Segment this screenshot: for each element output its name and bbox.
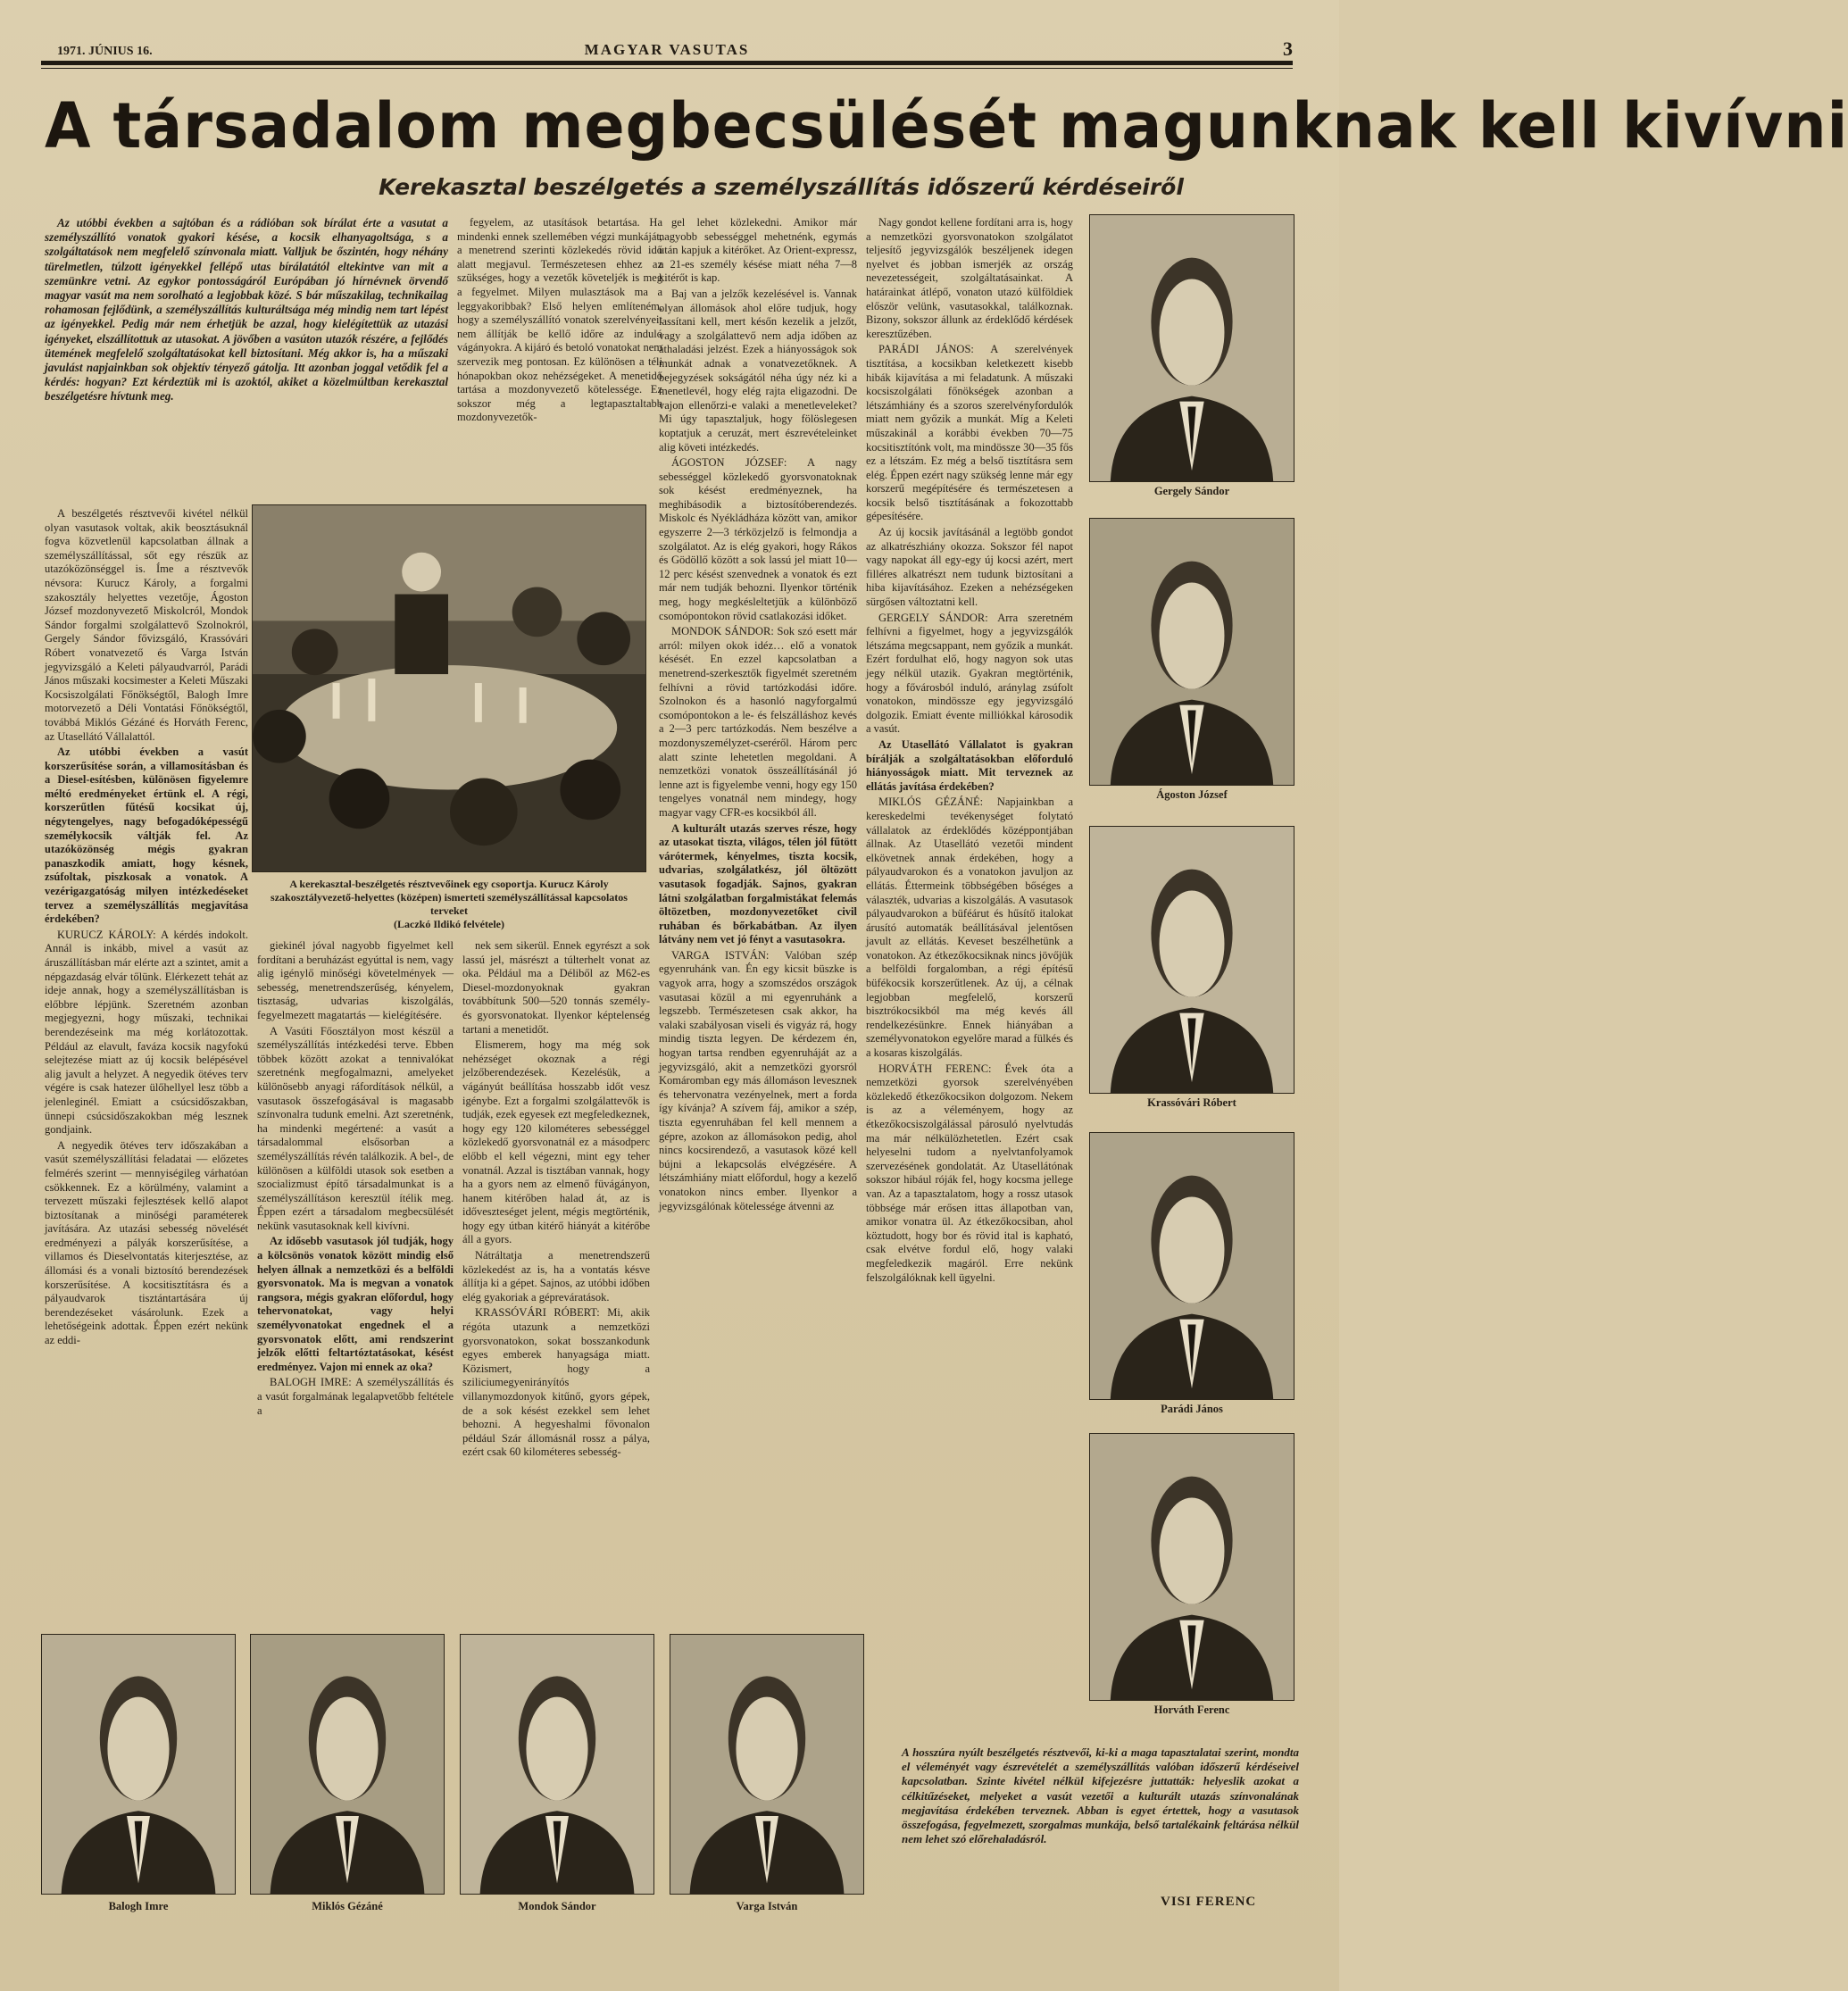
question: Az utóbbi években a vasút korszerűsítése során, a villamosításban és a Diesel-esítésben, különösen figyelemre méltó eredményeket értünk el. A régi, korszerűtlen fűtésű kocsikat új, négytengelyes, nagy befogadóképességű személykocsik váltják fel. Az utazóközönség mégis gyakran panaszkodik amiatt, hogy késnek, zsúfoltak, piszkosak a vonatok. A vezérigazgatóság milyen intézkedéseket tervez a személyszállítás megjavítása érdekében? [45, 746, 248, 926]
paragraph: ÁGOSTON JÓZSEF: A nagy sebességgel közlekedő gyorsvonatoknak sok késést eredményeznek, ha meghibásodik a biztosítóberendezés. Miskolc és Nyékládháza között van, amikor egyszerre 2—3 térközjelző is felmondja a szolgálatot. Az is elég gyakori, hogy Rákos és Gödöllő között a sok lassú jel miatt 10—12 perc késést szenvednek a vonatok és ezt már nem tudják behozni. Ilyenkor történik meg, hogy megkésleltetjük a különböző csomópontokon rövid csatlakozási időket. [659, 456, 857, 622]
page-number: 3 [1283, 37, 1293, 60]
portrait-name: Miklós Gézáné [312, 1900, 383, 1912]
paragraph: MIKLÓS GÉZÁNÉ: Napjainkban a kereskedelmi tevékenységet folytató vállalatok az érdeklődés középpontjában állnak. Az Utasellátó vezetői mindent elkövetnek annak érdekében, hogy a pályaudvarokon és a vonatokon javuljon az ellátás. Éttermeink többségében bőséges a választék, udvarias a kiszolgálás. A vasutasok pályaudvarokon a büféárut és hűsítő italokat árusító automaták beállításával jelentősen javult az ellátás. Keveset beszélhetünk a vonatokon. Az étkezőkocsiknak nincs jövőjük a belföldi forgalomban, a régi építésű büfékocsik korszerűtlenek. Az új, a célnak legjobban megfelelő, korszerű bisztrókocsikból ma még kevés áll rendelkezésünkre. Ennek hiányában a személyvonatokon egyelőre marad a fülkés és a kosaras kiszolgálás. [866, 796, 1073, 1060]
group-photo-caption: A kerekasztal-beszélgetés résztvevőinek egy csoportja. Kurucz Károly szakosztályvezető-helyettes (középen) ismerteti személyszállítással kapcsolatos terveket (Laczkó Ildikó felvétele) [252, 878, 646, 931]
closing-paragraph: A hosszúra nyúlt beszélgetés résztvevői, ki-ki a maga tapasztalatai szerint, mondta el véleményét vagy észrevételét a személyszállítás valóban időszerű kérdéseivel kapcsolatban. Szinte kivétel nélkül kifejezésre juttatták: helyeslik azokat a célkitűzéseket, melyeket a vasút vezetői a kulturált utazás színvonalának megjavítása érdekében terveznek. Abban is egyet értettek, hogy a vasutasok összefogása, fegyelmezett, szorgalmas munkája, belső tartalékaink feltárása nélkül nem lehet szó előrehaladásról. [902, 1745, 1299, 1846]
paragraph: VARGA ISTVÁN: Valóban szép egyenruhánk van. Én egy kicsit büszke is vagyok arra, hogy a szomszédos országok vasutasai közül a mi egyenruhánk a legszebb. Természetesen csak akkor, ha valaki szabályosan viseli és vigyáz rá, hogy mindig tiszta legyen. De kérdezem én, hogyan tartsa rendben egyenruháját az a jegyvizsgáló, akit a nemzetközi gyorsról Komáromban egy más állomáson levesznek és tehervonatra vezényelnek, mert a forda így kívánja? A szívem fáj, amikor a szép, tiszta egyenruhában fel kell mennem a gépre, azokon az állomásokon pedig, ahol nincs kocsirendező, a vasutasok közé kell bújni a lekapcsolás elvégzésére. A létszámhiány miatt előfordul, hogy a kezelő vonatokon nincs ember. Ilyenkor a jegyvizsgálónak kötelessége átvenni az [659, 948, 857, 1212]
portrait-name: Ágoston József [1156, 788, 1228, 801]
paragraph: MONDOK SÁNDOR: Sok szó esett már arról: milyen okok idéz… elő a vonatok késését. En ezzel kapcsolatban a menetrend-szerkesztők figyelmét szeretném felhívni a rövid tartózkodási időre. Szolnokon és a hasonló nagyforgalmú csomópontokon a le- és felszálláshoz kevés a 2—3 perc tartózkodás. Nem beszélve a mozdonyszemélyzet-cseréről. Három perc alatt szinte lehetetlen megoldani. A nemzetközi vonatok összeállításánál jó lenne azt is figyelembe venni, hogy egy 150 tengelyes vonatnál nem mindegy, hogy magyar vagy CFR-es kocsikból áll. [659, 625, 857, 819]
question: A kulturált utazás szerves része, hogy az utasokat tiszta, világos, télen jól fűtött várótermek, kényelmes, tiszta kocsik, udvarias, szolgálatkész, jól öltözött vasutasok fogadják. Sajnos, gyakran látni szolgálatban forgalmistákat felemás öltözetben, mozdonyvezetőket civil ruhában és bőrkabátban. Az ilyen látvány nem vet jó fényt a vasutasokra. [659, 821, 857, 946]
portrait-name: Horváth Ferenc [1153, 1704, 1230, 1716]
group-photo [252, 504, 646, 872]
portrait-name: Balogh Imre [108, 1900, 169, 1912]
portrait-image [1090, 1133, 1294, 1399]
paragraph: Baj van a jelzők kezelésével is. Vannak olyan állomások ahol előre tudjuk, hogy lassítani kell, mert későn kezelik a jelzőt, vagy a szolgálattevő nem adja időben az áthaladási jelzést. Ezek a hiányosságok sok munkát adnak a vonatvezetőknek. A bejegyzések sokságától néha úgy néz ki a menetlevél, hogy elég rajta eligazodni. De vajon ellenőrzi-e valaki a menetleveleket? Mi úgy tapasztaljuk, hogy fölöslegesen koptatjuk a ceruzát, mert észrevételeinket alig követi intézkedés. [659, 287, 857, 454]
paragraph: GERGELY SÁNDOR: Arra szeretném felhívni a figyelmet, hogy a jegyvizsgálók létszáma megcsappant, nem győzik a munkát. Ezért fordulhat elő, hogy nagyon sok utas jegy nélkül utazik. Gyakran megtörténik, hogy a fővárosból induló, aránylag zsúfolt vonatokon, mindössze egy jegyvizsgáló dolgozik. Emiatt évente milliókkal károsodik a vasút. [866, 611, 1073, 736]
article-column-3 [659, 216, 857, 1631]
article-column-2-lower [257, 939, 454, 1627]
paragraph: gel lehet közlekedni. Amikor már nagyobb sebességgel mehetnénk, egymás után kapjuk a kitérőket. Az Orient-expressz, a 21-es személy késése miatt néha 7—8 kitérőt is kap. [659, 216, 857, 285]
portrait-photo [1089, 214, 1294, 482]
paragraph: HORVÁTH FERENC: Évek óta a nemzetközi gyorsok szerelvényében közlekedő étkezőkocsikon dolgozom. Nekem is az a véleményem, hogy az étkezőkocsiszolgálással párosuló nyelvtudás ma már nélkülözhetetlen. Ezért csak helyeselni tudom a nyelvtanfolyamok szervezésének gondolatát. Az Utasellátónak sokszor hibául róják fel, hogy kocsma jellege van. Az a tapasztalatom, hogy a rossz utasok többsége már erősen ittas állapotban van, amikor vonatra ül. Az étkezőkocsiban, ahol köztudott, hogy bor és rövid ital is kapható, csak elvétve fordul elő, hogy valaki megfeledkezik magáról. Erre nekünk felszolgálóknak kell ügyelni. [866, 1062, 1073, 1284]
paragraph: A Vasúti Főosztályon most készül a személyszállítás intézkedési terve. Ebben többek között azokat a tennivalókat szeretnénk megfogalmazni, amelyeket különösebb anyagi ráfordítások nélkül, a vasutasok összefogásával is magasabb színvonalra tudunk emelni. Azt szeretnénk, ha mindenki megértené: a vasút a társadalommal elsősorban a személyszállítás révén találkozik. A bel-, de különösen a külföldi utasok sok esetben a szocializmust építő társadalmunkat is a személyszállításon keresztül ítélik meg. Éppen ezért a társadalom megbecsülését nekünk vasutasoknak kell kivívni. [257, 1024, 454, 1232]
paragraph: nek sem sikerül. Ennek egyrészt a sok lassú jel, másrészt a túlterhelt vonat az oka. Például ma a Déliből az M62-es Diesel-mozdonyoknak gyakran továbbítunk 500—520 tonnás személy- és gyorsvonatokat. Ilyenkor képtelenség tartani a menetidőt. [462, 939, 650, 1036]
portrait-photo [1089, 1433, 1294, 1701]
photo-credit: (Laczkó Ildikó felvétele) [394, 918, 504, 930]
portrait-photo [250, 1634, 445, 1895]
question: Az Utasellátó Vállalatot is gyakran bírálják a szolgáltatásokban előforduló hiányosságok miatt. Mit terveznek az ellátás javítása érdekében? [866, 737, 1073, 793]
article-column-1 [45, 507, 248, 1632]
question: Az idősebb vasutasok jól tudják, hogy a kölcsönös vonatok között mindig első helyen állnak a nemzetközi és a belföldi gyorsvonatok. Ma is megvan a vonatok rangsora, mégis gyakran előfordul, hogy tehervonatokat, vagy helyi személyvonatokat engednek el a gyorsvonatok előtt, ami rendszerint jelzők előtti feltartóztatásokat, késést eredményez. Vajon mi ennek az oka? [257, 1235, 454, 1373]
portrait-image [670, 1635, 863, 1894]
paragraph: fegyelem, az utasítások betartása. Ha mindenki ennek szellemében végzi munkáját, a menetrend szerinti közlekedés rövid idő alatt megjavul. Természetesen ehhez az szükséges, hogy a vezetők követeljék is meg a fegyelmet. Milyen mulasztások ma a leggyakoribbak? Első helyen említeném, hogy a személyszállító vonatok szerelvényeit nem állítják be kellő időre az induló vágányokra. A kijáró és betoló vonatokat nem szervezik meg pontosan. Ez különösen a téli hónapokban okoz nehézségeket. A menetidő tartása a mozdonyvezető kötelessége. Ez sokszor még a legtapasztaltabb mozdonyvezetők- [457, 216, 662, 424]
portrait-photo [1089, 1132, 1294, 1400]
author-signature: VISI FERENC [1161, 1895, 1257, 1909]
portrait-photo [1089, 518, 1294, 786]
intro-text: Az utóbbi években a sajtóban és a rádióban sok bírálat érte a vasutat a személyszállító vonatok gyakori késése, a kocsik elhanyagoltsága, s a szolgáltatások nem megfelelő színvonala miatt. Valljuk be őszintén, hogy néhány türelmetlen, túlzott igényekkel fellépő utas bírálatától eltekintve van mit a szemünkre vetni. Az egykor pontosságáról Európában jó hírnévnek örvendő magyar vasút ma nem sorolható a legjobbak közé. S bár műszakilag, technikailag rohamosan fejlődünk, a személyszállítás kulturáltsága még mindig nem tart lépést az igényekkel. Pedig már nem érhetjük be azzal, hogy kielégítettük az utazási igényeket, elszállítottuk az utasokat. A jövőben a vasúton utazók részére, a fejlődés ütemének megfelelő szolgáltatásokat kell biztosítani. Még akkor is, ha a műszaki javulást napjainkban sok objektív tényező gátolja. Itt azonban joggal vetődik fel a kérdés: hogyan? Ezt kérdeztük mi is azoktól, akiket a közelmúltban kerekasztal beszélgetésre hívtunk meg. [45, 216, 448, 404]
portrait-image [1090, 215, 1294, 481]
portrait-name: Gergely Sándor [1153, 485, 1230, 497]
headline: A társadalom megbecsülését magunknak kell kivívni [45, 89, 1848, 162]
paragraph: PARÁDI JÁNOS: A szerelvények tisztítása, a kocsikban keletkezett kisebb hibák kijavítása a mi feladatunk. A műszaki kocsiszolgálati főnökségek azonban a létszámhiány és a szoros szerelvényfordulók miatt nem győzik a munkát. Míg a Keleti műszakinál a korábbi években 70—75 kocsitisztítónk volt, ma mindössze 30—35 fős ez a létszám. Ez még a belső tisztításra sem elég. Éppen ezért nagy szükség lenne már egy korszerű megépítésére és természetesen a kocsik belső tisztításának a fokozottabb gépesítésére. [866, 343, 1073, 523]
portrait-image [1090, 827, 1294, 1093]
article-column-4 [866, 216, 1073, 1734]
issue-date: 1971. JÚNIUS 16. [57, 45, 153, 58]
paragraph: BALOGH IMRE: A személyszállítás és a vasút forgalmának legalapvetőbb feltétele a [257, 1376, 454, 1417]
paragraph: Nagy gondot kellene fordítani arra is, hogy a nemzetközi gyorsvonatokon szolgálatot teljesítő jegyvizsgálók beszéljenek idegen nyelvet és jobban ismerjék az ország nevezetességeit, szolgáltatásainkat. A határainkat átlépő, vonaton utazó külföldiek először velünk, vasutasokkal, találkoznak. Bizony, sokszor állunk az érdeklődő kérdések keresztűzében. [866, 216, 1073, 340]
portrait-image [251, 1635, 444, 1894]
portrait-name: Krassóvári Róbert [1147, 1096, 1236, 1109]
portrait-image [1090, 519, 1294, 785]
portrait-name: Varga István [736, 1900, 798, 1912]
group-photo-image [253, 505, 645, 871]
portrait-image [42, 1635, 235, 1894]
portrait-photo [460, 1634, 654, 1895]
portrait-name: Mondok Sándor [518, 1900, 596, 1912]
paragraph: Elismerem, hogy ma még sok nehézséget okoznak a régi jelzőberendezések. Kezelésük, a vágányút beállítása hosszabb időt vesz igénybe. Ezt a forgalmi szolgálattevők is tudják, ezek egyesek ezt megfeledkeznek, hogy egy 120 kilométeres sebességgel közlekedő gyorsvonatnál ez a másodperc előbb el kell végezni, mint egy teher vonatnál. Azzal is tisztában vannak, hogy ha a gyors nem az elmenő füvágányon, hanem kitérőben halad át, az is időveszteséget jelent, mégis megtörténik, hogy egy útban kitérő hiányát a kitérőbe áll a gyors. [462, 1038, 650, 1246]
newspaper-name: MAGYAR VASUTAS [584, 41, 750, 58]
paragraph: Az új kocsik javításánál a legtöbb gondot az alkatrészhiány okozza. Sokszor fél napot vagy napokat áll egy-egy új kocsi azért, mert filléres alkatrészt nem tudunk biztosítani a hiba kijavításához. Ezeken a nehézségeken sürgősen változtatni kell. [866, 526, 1073, 609]
article-column-2-top [457, 216, 662, 500]
portrait-image [1090, 1434, 1294, 1700]
masthead-rule [41, 61, 1293, 65]
portrait-name: Parádi János [1161, 1403, 1223, 1415]
subheadline: Kerekasztal beszélgetés a személyszállítás időszerű kérdéseiről [379, 174, 1184, 200]
paragraph: KRASSÓVÁRI RÓBERT: Mi, akik régóta utazunk a nemzetközi gyorsvonatokon, sokat bosszankodunk egyes emberek hanyagsága miatt. Közismert, hogy a sziliciumegyenirányítós villanymozdonyok kitűnő, gyors gépek, de a sok késést ezekkel sem lehet behozni. A hegyeshalmi fővonalon például Szár állomásnál rossz a pálya, ezért csak 60 kilométeres sebesség- [462, 1306, 650, 1459]
paragraph: KURUCZ KÁROLY: A kérdés indokolt. Annál is inkább, mivel a vasút az áruszállításban már elérte azt a szintet, amit a népgazdaság elvár tőlünk. Elérkezett tehát az ideje annak, hogy a személyszállításban is előbbre lépjünk. Szeretném azonban megjegyezni, hogy műszaki, technikai berendezéseink ma még korlátozottak. Például az elavult, faváza kocsik nagyfokú selejtezése miatt az új kocsik belépésével alig javult a helyzet. A negyedik ötéves terv végére is csak hatezer ülőhellyel lesz több a jelenleginél. Emiatt a csúcsidőszakban, ünnepi csúcsidőszakokban még lesznek gondjaink. [45, 928, 248, 1137]
masthead-rule-thin [41, 68, 1293, 69]
portrait-image [461, 1635, 653, 1894]
paragraph: giekinél jóval nagyobb figyelmet kell fordítani a beruházást egyúttal is nem, vagy alig igénylő minőségi követelmények — sebesség, menetrendszerűség, kényelem, tisztaság, udvarias kiszolgálás, fegyelmezett magatartás — kielégítésére. [257, 939, 454, 1021]
paragraph: A negyedik ötéves terv időszakában a vasút személyszállítási feladatai — előzetes felmérés szerint — mennyiségileg várhatóan csökkennek. Ez a körülmény, valamint a tervezett műszaki fejlesztések kellő alapot biztosítanak a minőségi paraméterek javítására. Az utazási sebesség növelését eredményezi a pályák korszerűsítése, a villamos és Dieselvontatás kiterjesztése, az állomási és a vonali biztosító berendezések korszerűsítése. A kocsitisztításra és a pályaudvarok tisztántartására új berendezéseket vásárolunk. Ezek a lehetőségeink adottak. Éppen ezért nekünk az eddi- [45, 1138, 248, 1347]
portrait-photo [670, 1634, 864, 1895]
portrait-photo [41, 1634, 236, 1895]
paragraph: A beszélgetés résztvevői kivétel nélkül olyan vasutasok voltak, akik beosztásuknál fogva közvetlenül kapcsolatban állnak a személyszállítással, sőt egy részük az utazóközönséggel is. Íme a résztvevők névsora: Kurucz Károly, a forgalmi szakosztály helyettes vezetője, Ágoston József mozdonyvezető Miskolcról, Mondok Sándor forgalmi szolgálattevő Szolnokról, Gergely Sándor fővizsgáló, Krassóvári Róbert vonatvezető és Varga István jegyvizsgáló a Keleti pályaudvarról, Parádi János műszaki kocsimester a Keleti Műszaki Kocsiszolgálati Főnökségtől, Balogh Imre motorvezető a Déli Vontatási Főnökségtől, továbbá Miklós Gézáné és Horváth Ferenc, az Utasellátó Vállalattól. [45, 507, 248, 743]
portrait-photo [1089, 826, 1294, 1094]
paragraph: Nátráltatja a menetrendszerű közlekedést az is, ha a vontatás késve állítja ki a gépet. Sajnos, az utóbbi időben elég gyakoriak a gépreváratások. [462, 1249, 650, 1304]
article-column-2c-lower [462, 939, 650, 1627]
